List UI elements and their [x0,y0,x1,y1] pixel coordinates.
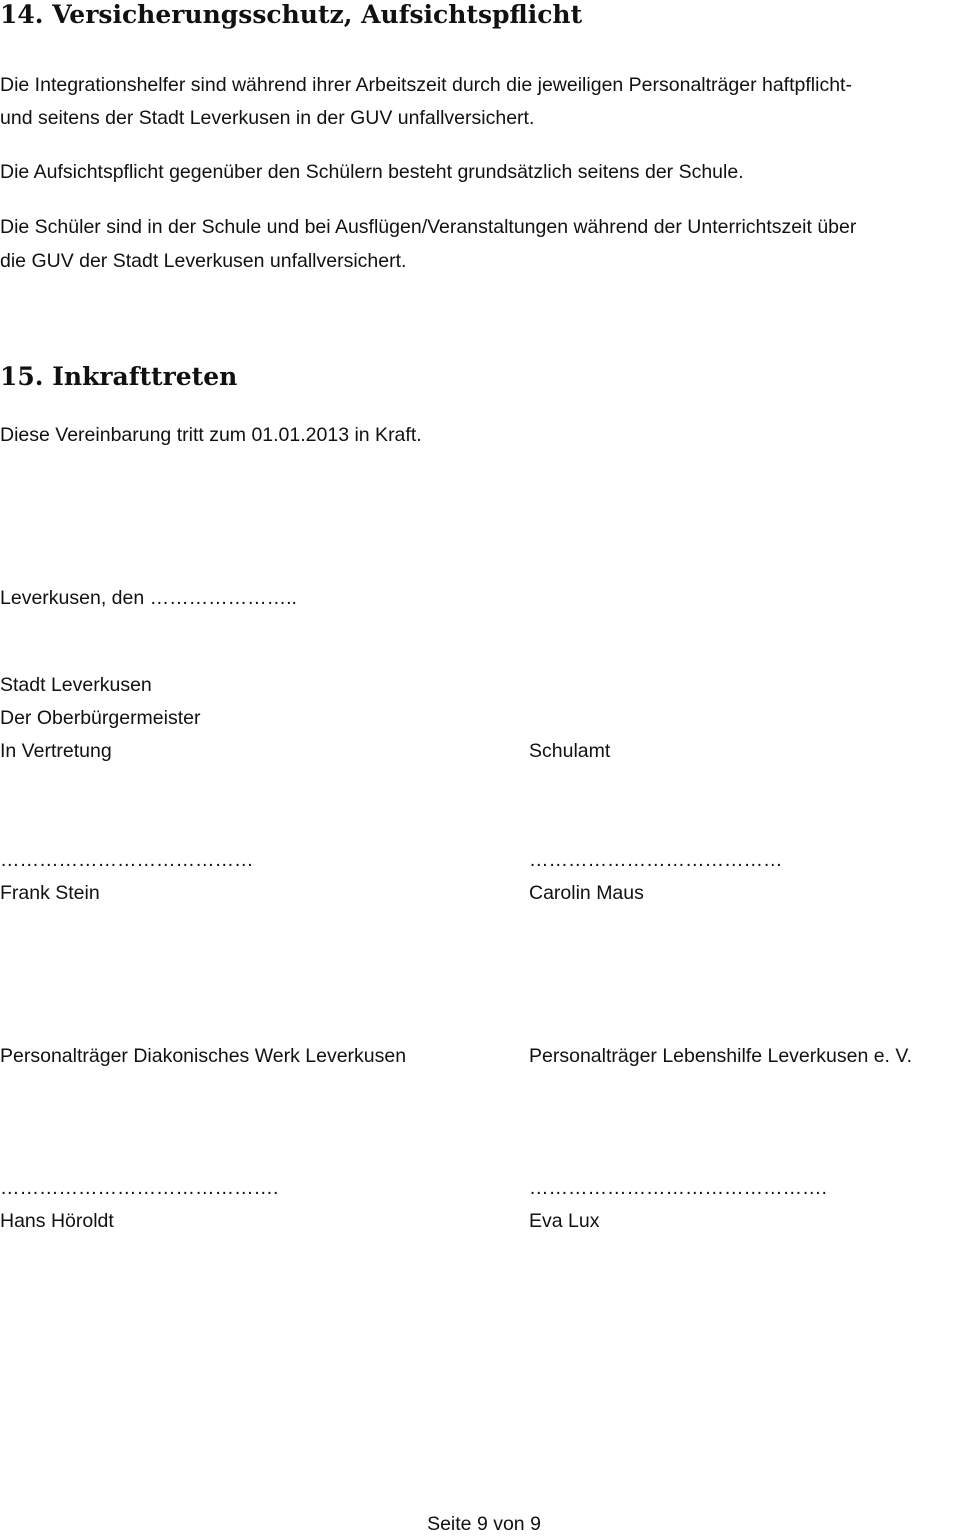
page-number: Seite 9 von 9 [427,1513,541,1535]
section-14-paragraph-1-line-2: und seitens der Stadt Leverkusen in der GUV unfallversichert. [0,107,535,129]
section-14-paragraph-3-line-1: Die Schüler sind in der Schule und bei Ausflügen/Veranstaltungen während der Unterrichtszeit über [0,216,857,238]
signature-line-frank-stein: ………………………………… [0,849,254,871]
section-15-text: Diese Vereinbarung tritt zum 01.01.2013 in Kraft. [0,424,422,446]
signatory-name-hans-horoldt: Hans Höroldt [0,1210,114,1232]
signatory-name-eva-lux: Eva Lux [529,1210,600,1232]
signatory-name-frank-stein: Frank Stein [0,882,100,904]
place-date-line: Leverkusen, den ………………….. [0,587,297,609]
in-representation-label: In Vertretung [0,740,112,762]
section-14-paragraph-1-line-1: Die Integrationshelfer sind während ihrer Arbeitszeit durch die jeweiligen Personalträger haftpflicht- [0,74,852,96]
signature-line-eva-lux: ………………………………………. [529,1177,827,1199]
section-14-paragraph-2: Die Aufsichtspflicht gegenüber den Schülern besteht grundsätzlich seitens der Schule. [0,161,744,183]
mayor-title: Der Oberbürgermeister [0,707,201,729]
city-name: Stadt Leverkusen [0,674,152,696]
schulamt-label: Schulamt [529,740,611,762]
section-14-paragraph-3-line-2: die GUV der Stadt Leverkusen unfallversichert. [0,250,407,272]
signature-line-hans-horoldt: ……………………………………. [0,1177,279,1199]
signature-line-carolin-maus: ………………………………… [529,849,783,871]
section-14-heading: 14. Versicherungsschutz, Aufsichtspflicht [0,0,583,29]
carrier-lebenshilfe: Personalträger Lebenshilfe Leverkusen e. V. [529,1045,913,1067]
carrier-diakonisches-werk: Personalträger Diakonisches Werk Leverkusen [0,1045,407,1067]
section-15-heading: 15. Inkrafttreten [0,362,238,391]
signatory-name-carolin-maus: Carolin Maus [529,882,644,904]
